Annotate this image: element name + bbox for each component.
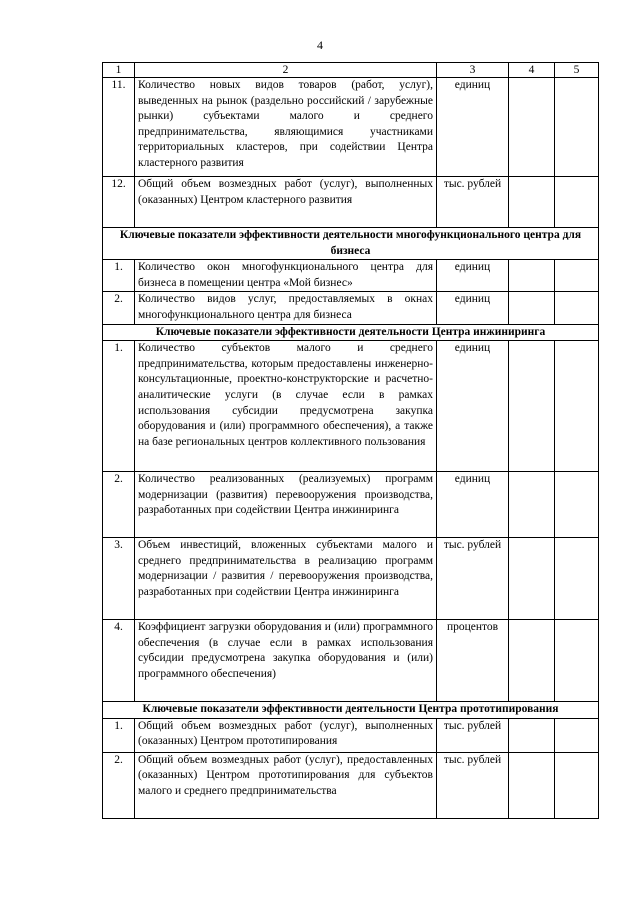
value-cell-col5: [555, 472, 599, 538]
table-row: [103, 718, 599, 752]
value-cell-col4: [509, 260, 555, 292]
value-cell-col5: [555, 752, 599, 818]
table-row: [103, 538, 599, 620]
unit-of-measure: тыс. рублей: [437, 718, 509, 752]
unit-of-measure: тыс. рублей: [437, 177, 509, 228]
table-row: [103, 620, 599, 702]
value-cell-col5: [555, 538, 599, 620]
section-header-row: [103, 702, 599, 719]
table-row: [103, 292, 599, 324]
table-row: [103, 260, 599, 292]
value-cell-col5: [555, 177, 599, 228]
value-cell-col4: [509, 472, 555, 538]
unit-of-measure: единиц: [437, 260, 509, 292]
section-title: Ключевые показатели эффективности деятельности Центра инжиниринга: [103, 324, 599, 341]
unit-of-measure: единиц: [437, 341, 509, 472]
table-row: [103, 752, 599, 818]
value-cell-col4: [509, 341, 555, 472]
section-header-row: [103, 324, 599, 341]
value-cell-col5: [555, 292, 599, 324]
unit-of-measure: тыс. рублей: [437, 752, 509, 818]
value-cell-col4: [509, 718, 555, 752]
indicator-description: Объем инвестиций, вложенных субъектами малого и среднего предпринимательства в реализацию программ модернизации / развития / перевооружения производства, разработанных при содействии Центра инжиниринга: [135, 538, 437, 620]
header-cell: 1: [103, 63, 135, 78]
indicator-description: Общий объем возмездных работ (услуг), выполненных (оказанных) Центром прототипирования: [135, 718, 437, 752]
row-number: 12.: [103, 177, 135, 228]
row-number: 2.: [103, 472, 135, 538]
indicator-description: Количество окон многофункционального центра для бизнеса в помещении центра «Мой бизнес»: [135, 260, 437, 292]
header-cell: 3: [437, 63, 509, 78]
indicator-description: Количество субъектов малого и среднего предпринимательства, которым предоставлены инженерно-консультационные, проектно-конструкторские и расчетно-аналитические услуги (в случае если в рамках использования субсидии предусмотрена закупка оборудования и (или) программного обеспечения), а также на базе региональных центров коллективного пользования: [135, 341, 437, 472]
row-number: 4.: [103, 620, 135, 702]
row-number: 11.: [103, 78, 135, 177]
row-number: 2.: [103, 752, 135, 818]
value-cell-col5: [555, 341, 599, 472]
table-row: [103, 341, 599, 472]
value-cell-col5: [555, 78, 599, 177]
row-number: 1.: [103, 718, 135, 752]
value-cell-col5: [555, 718, 599, 752]
value-cell-col4: [509, 752, 555, 818]
table-header-row: [103, 63, 599, 78]
indicator-description: Количество реализованных (реализуемых) программ модернизации (развития) перевооружения производства, разработанных при содействии Центра инжиниринга: [135, 472, 437, 538]
value-cell-col4: [509, 78, 555, 177]
row-number: 3.: [103, 538, 135, 620]
unit-of-measure: единиц: [437, 78, 509, 177]
indicator-description: Коэффициент загрузки оборудования и (или) программного обеспечения (в случае если в рамках использования субсидии предусмотрена закупка оборудования и (или) программного обеспечения): [135, 620, 437, 702]
row-number: 1.: [103, 260, 135, 292]
header-cell: 5: [555, 63, 599, 78]
header-cell: 2: [135, 63, 437, 78]
value-cell-col4: [509, 538, 555, 620]
unit-of-measure: единиц: [437, 472, 509, 538]
value-cell-col4: [509, 620, 555, 702]
value-cell-col5: [555, 260, 599, 292]
indicator-description: Общий объем возмездных работ (услуг), выполненных (оказанных) Центром кластерного развития: [135, 177, 437, 228]
section-title: Ключевые показатели эффективности деятельности Центра прототипирования: [103, 702, 599, 719]
value-cell-col4: [509, 292, 555, 324]
section-title: Ключевые показатели эффективности деятельности многофункционального центра для бизнеса: [103, 228, 599, 260]
indicator-description: Общий объем возмездных работ (услуг), предоставленных (оказанных) Центром прототипирования для субъектов малого и среднего предпринимательства: [135, 752, 437, 818]
section-header-row: [103, 228, 599, 260]
page-number: 4: [317, 38, 323, 52]
unit-of-measure: тыс. рублей: [437, 538, 509, 620]
unit-of-measure: единиц: [437, 292, 509, 324]
table-row: [103, 177, 599, 228]
unit-of-measure: процентов: [437, 620, 509, 702]
header-cell: 4: [509, 63, 555, 78]
table-row: [103, 472, 599, 538]
value-cell-col5: [555, 620, 599, 702]
indicator-description: Количество новых видов товаров (работ, услуг), выведенных на рынок (раздельно российский / зарубежные рынки) субъектами малого и среднего предпринимательства, являющимися участниками территориальных кластеров, при содействии Центра кластерного развития: [135, 78, 437, 177]
indicator-description: Количество видов услуг, предоставляемых в окнах многофункционального центра для бизнеса: [135, 292, 437, 324]
row-number: 1.: [103, 341, 135, 472]
table-row: [103, 78, 599, 177]
value-cell-col4: [509, 177, 555, 228]
indicators-table: [102, 62, 599, 819]
row-number: 2.: [103, 292, 135, 324]
